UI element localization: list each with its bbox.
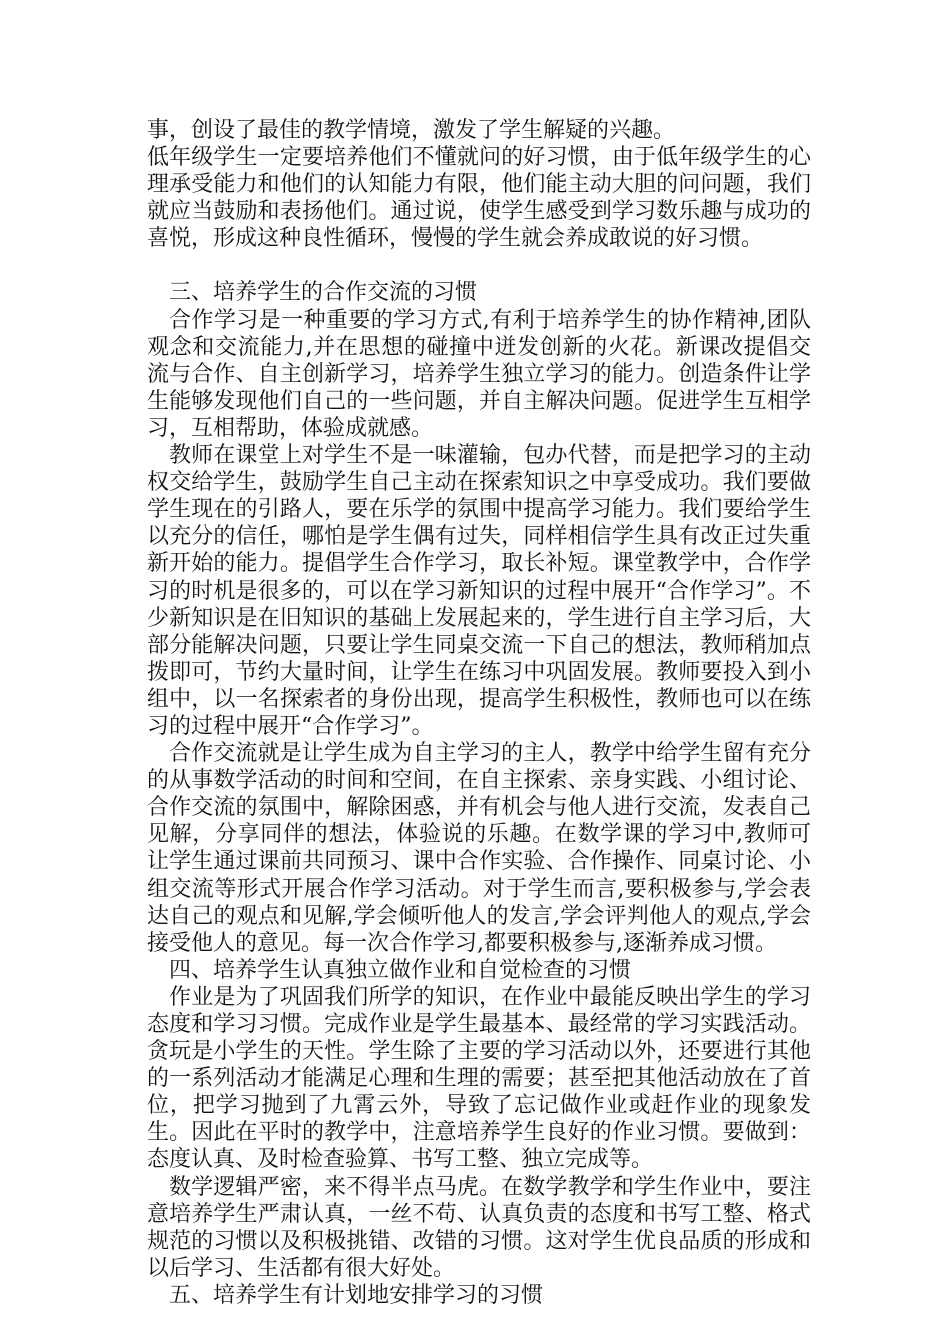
paragraph-continuation: 事，创设了最佳的教学情境，激发了学生解疑的兴趣。 [147, 118, 676, 143]
paragraph-cooperative-exchange: 合作交流就是让学生成为自主学习的主人，教学中给学生留有充分的从事数学活动的时间和空间，在自主探索、亲身实践、小组讨论、合作交流的氛围中，解除困惑，并有机会与他人进行交流，发表自己见解，分享同伴的想法，体验说的乐趣。在数学课的学习中,教师可让学生通过课前共同预习、课中合作实验、合作操作、同桌讨论、小组交流等形式开展合作学习活动。对于学生而言,要积极参与,学会表达自己的观点和见解,学会倾听他人的发言,学会评判他人的观点,学会接受他人的意见。每一次合作学习,都要积极参与,逐渐养成习惯。 [147, 741, 811, 956]
paragraph-math-rigor: 数学逻辑严密，来不得半点马虎。在数学教学和学生作业中，要注意培养学生严肃认真，一丝不苟、认真负责的态度和书写工整、格式规范的习惯以及积极挑错、改错的习惯。这对学生优良品质的形成和以后学习、生活都有很大好处。 [147, 1174, 811, 1281]
section-heading-3: 三、培养学生的合作交流的习惯 [169, 280, 478, 306]
paragraph-homework: 作业是为了巩固我们所学的知识，在作业中最能反映出学生的学习态度和学习习惯。完成作业是学生最基本、最经常的学习实践活动。贪玩是小学生的天性。学生除了主要的学习活动以外，还要进行其他的一系列活动才能满足心理和生理的需要；甚至把其他活动放在了首位，把学习抛到了九霄云外，导致了忘记做作业或赶作业的现象发生。因此在平时的教学中，注意培养学生良好的作业习惯。要做到：态度认真、及时检查验算、书写工整、独立完成等。 [147, 984, 811, 1173]
paragraph-cooperative-learning: 合作学习是一种重要的学习方式,有利于培养学生的协作精神,团队观念和交流能力,并在思想的碰撞中迸发创新的火花。新课改提倡交流与合作、自主创新学习，培养学生独立学习的能力。创造条件让学生能够发现他们自己的一些问题，并自主解决问题。促进学生互相学习，互相帮助，体验成就感。 [147, 307, 811, 441]
paragraph-ask-questions: 低年级学生一定要培养他们不懂就问的好习惯，由于低年级学生的心理承受能力和他们的认知能力有限，他们能主动大胆的问问题，我们就应当鼓励和表扬他们。通过说，使学生感受到学习数乐趣与成功的喜悦，形成这种良性循环，慢慢的学生就会养成敢说的好习惯。 [147, 145, 811, 252]
paragraph-teacher-role: 教师在课堂上对学生不是一味灌输，包办代替，而是把学习的主动权交给学生，鼓励学生自己主动在探索知识之中享受成功。我们要做学生现在的引路人，要在乐学的氛围中提高学习能力。我们要给学生以充分的信任，哪怕是学生偶有过失，同样相信学生具有改正过失重新开始的能力。提倡学生合作学习，取长补短。课堂教学中，合作学习的时机是很多的，可以在学习新知识的过程中展开“合作学习”。不少新知识是在旧知识的基础上发展起来的，学生进行自主学习后，大部分能解决问题，只要让学生同桌交流一下自己的想法，教师稍加点拨即可，节约大量时间，让学生在练习中巩固发展。教师要投入到小组中，以一名探索者的身份出现，提高学生积极性，教师也可以在练习的过程中展开“合作学习”。 [147, 443, 811, 739]
section-heading-4: 四、培养学生认真独立做作业和自觉检查的习惯 [169, 957, 632, 983]
section-heading-5: 五、培养学生有计划地安排学习的习惯 [169, 1282, 544, 1308]
blank-line [147, 252, 811, 279]
document-body [147, 117, 811, 1309]
